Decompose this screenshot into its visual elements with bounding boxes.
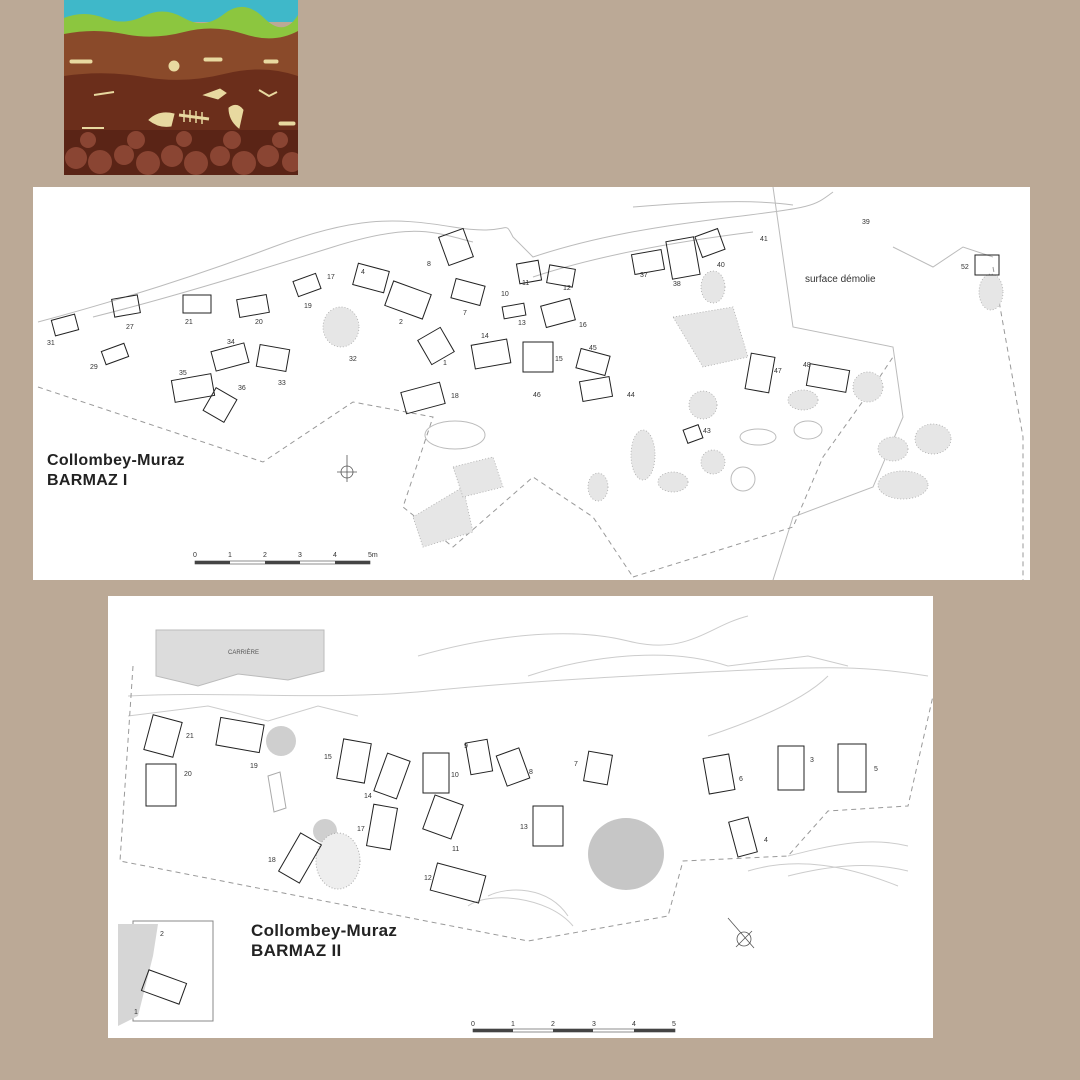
grave-label: 45 (589, 345, 597, 352)
grave-label: 40 (717, 262, 725, 269)
inset-label: 1 (134, 1009, 138, 1016)
grave-label: 52 (961, 264, 969, 271)
grave-label: 15 (324, 754, 332, 761)
grave-label: 43 (703, 428, 711, 435)
scale-tick: 2 (551, 1021, 555, 1028)
grave-label: 12 (424, 875, 432, 882)
grave-label: 47 (774, 368, 782, 375)
scale-bar (193, 552, 378, 564)
grave-label: 48 (803, 362, 811, 369)
grave-label: 17 (327, 274, 335, 281)
grave-label: 27 (126, 324, 134, 331)
soil-layers-illustration (64, 0, 298, 175)
site-name: Collombey-Muraz (251, 921, 398, 940)
grave-label: 18 (451, 393, 459, 400)
grave-label: 34 (227, 339, 235, 346)
barmaz-1-map (33, 187, 1030, 580)
quarry-label: CARRIÈRE (228, 650, 260, 656)
grave-labels (184, 733, 878, 882)
barmaz-1-title (47, 451, 185, 491)
grave-label: 10 (501, 291, 509, 298)
grave-label: 8 (427, 261, 431, 268)
grave-label: 37 (640, 272, 648, 279)
grave-label: 5 (874, 766, 878, 773)
grave-label: 36 (238, 385, 246, 392)
grave-label: 29 (90, 364, 98, 371)
grave-label: 7 (463, 310, 467, 317)
site-subtitle: BARMAZ I (47, 472, 128, 489)
grave-label: 20 (255, 319, 263, 326)
grave-label: 3 (810, 757, 814, 764)
grave-label: 4 (361, 269, 365, 276)
surface-demolie-annotation: surface démolie (805, 274, 876, 285)
grave-label: 38 (673, 281, 681, 288)
scale-bar (471, 1021, 676, 1032)
north-arrow-icon (728, 918, 754, 948)
scale-tick: 4 (333, 552, 337, 559)
grave-label: 19 (304, 303, 312, 310)
grave-label: 13 (520, 824, 528, 831)
barmaz-2-title (251, 921, 397, 961)
scale-tick: 3 (592, 1021, 596, 1028)
grave-label: 18 (268, 857, 276, 864)
scale-tick: 5 (672, 1021, 676, 1028)
scale-tick: 3 (298, 552, 302, 559)
grave-label: 9 (464, 743, 468, 750)
grave-label: 31 (47, 340, 55, 347)
grave-label: 7 (574, 761, 578, 768)
barmaz-2-map (108, 596, 933, 1038)
grave-label: 11 (452, 846, 460, 853)
grave-label: 1 (443, 360, 447, 367)
inset-map (118, 924, 187, 1026)
north-arrow-icon (337, 455, 357, 482)
grave-label: 16 (579, 322, 587, 329)
grave-label: 39 (862, 219, 870, 226)
grave-label: 10 (451, 772, 459, 779)
grave-label: 15 (555, 356, 563, 363)
inset-label: 2 (160, 931, 164, 938)
grave-label: 44 (627, 392, 635, 399)
scale-tick: 1 (511, 1021, 515, 1028)
grave-label: 12 (563, 285, 571, 292)
barmaz-2-site-plan (108, 596, 933, 1038)
grave-label: 11 (522, 280, 530, 287)
grave-label: 4 (764, 837, 768, 844)
scale-tick: 2 (263, 552, 267, 559)
grave-label: 33 (278, 380, 286, 387)
barmaz-1-site-plan (33, 187, 1030, 580)
scale-tick: 5m (368, 552, 378, 559)
grave-label: 35 (179, 370, 187, 377)
grave-label: 17 (357, 826, 365, 833)
grave-label: 20 (184, 771, 192, 778)
scale-tick: 4 (632, 1021, 636, 1028)
scale-tick: 1 (228, 552, 232, 559)
grave-label: 13 (518, 320, 526, 327)
grave-label: 46 (533, 392, 541, 399)
scale-tick: 0 (471, 1021, 475, 1028)
site-subtitle: BARMAZ II (251, 941, 342, 960)
soil-layers-with-fossils-icon (64, 0, 298, 175)
grave-label: 6 (739, 776, 743, 783)
scale-tick: 0 (193, 552, 197, 559)
grave-label: 8 (529, 769, 533, 776)
grave-label: 14 (481, 333, 489, 340)
grave-label: 32 (349, 356, 357, 363)
grave-label: 21 (186, 733, 194, 740)
quarry-area (156, 630, 324, 686)
grave-label: 19 (250, 763, 258, 770)
grave-labels (47, 219, 969, 435)
grave-label: 21 (185, 319, 193, 326)
grave-label: 2 (399, 319, 403, 326)
grave-label: 41 (760, 236, 768, 243)
grave-label: 14 (364, 793, 372, 800)
site-name: Collombey-Muraz (47, 452, 185, 469)
